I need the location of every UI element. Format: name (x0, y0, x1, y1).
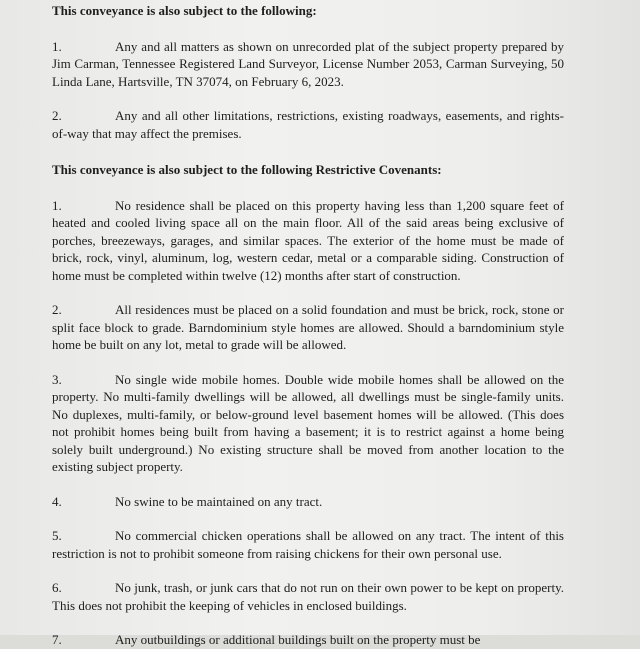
paragraph-number: 4. (52, 493, 62, 509)
paragraph-number: 2. (52, 302, 62, 317)
paragraph-number: 7. (52, 632, 62, 647)
paragraph-number: 3. (52, 371, 62, 387)
paragraph-number: 2. (52, 108, 62, 123)
paragraph-text: Any and all other limitations, restrictions, existing roadways, easements, and rights-of-way that may affect the premises. (52, 108, 564, 141)
paragraph-text: Any and all matters as shown on unrecorded plat of the subject property prepared by Jim Carman, Tennessee Registered Land Surveyor, License Number 2053, Carman Surveying, 50 Linda Lane, Hartsville, TN 37074, on February 6, 2023. (52, 38, 564, 89)
paragraph-number: 6. (52, 580, 62, 595)
document-body (52, 0, 564, 649)
paragraph-number: 1. (52, 38, 62, 54)
covenant-paragraph-6 (52, 579, 564, 614)
paragraph-text: All residences must be placed on a solid foundation and must be brick, rock, stone or split face block to grade. Barndominium style homes are allowed. Should a barndominium style home be built on any lot, metal to grade will be allowed. (52, 302, 564, 352)
paragraph-number: 5. (52, 528, 62, 543)
general-paragraph-1 (52, 38, 564, 91)
paragraph-text: No residence shall be placed on this property having less than 1,200 square feet of heated and cooled living space all on the main floor. All of the said areas being exclusive of porches, breezeways, garages, and similar spaces. The exterior of the home must be made of brick, rock, vinyl, aluminum, log, western cedar, metal or a comparable siding. Construction of home must be completed within twelve (12) months after start of construction. (52, 197, 564, 283)
general-paragraph-2 (52, 107, 564, 142)
paragraph-text: No swine to be maintained on any tract. (115, 493, 323, 509)
paragraph-number: 1. (52, 197, 62, 213)
covenant-paragraph-2 (52, 301, 564, 354)
paragraph-text: No junk, trash, or junk cars that do not run on their own power to be kept on property. This does not prohibit the keeping of vehicles in enclosed buildings. (52, 580, 564, 613)
covenant-paragraph-4 (52, 493, 564, 511)
paragraph-text: No single wide mobile homes. Double wide mobile homes shall be allowed on the property. No multi-family dwellings will be allowed, all dwellings must be single-family units. No duplexes, multi-family, or below-ground level basement homes will be allowed. (This does not prohibit homes being built from having a basement; it is to restrict against a home being solely built underground.) No existing structure shall be moved from another location to the existing subject property. (52, 371, 564, 474)
section-heading-conveyance: This conveyance is also subject to the following: (52, 3, 317, 18)
covenant-paragraph-7 (52, 631, 564, 649)
section-heading-covenants: This conveyance is also subject to the following Restrictive Covenants: (52, 162, 442, 177)
covenant-paragraph-1 (52, 197, 564, 285)
paragraph-text: Any outbuildings or additional buildings built on the property must be (115, 632, 481, 647)
paragraph-text: No commercial chicken operations shall be allowed on any tract. The intent of this restriction is not to prohibit someone from raising chickens for their own personal use. (52, 528, 564, 561)
covenant-paragraph-3 (52, 371, 564, 476)
covenant-paragraph-5 (52, 527, 564, 562)
